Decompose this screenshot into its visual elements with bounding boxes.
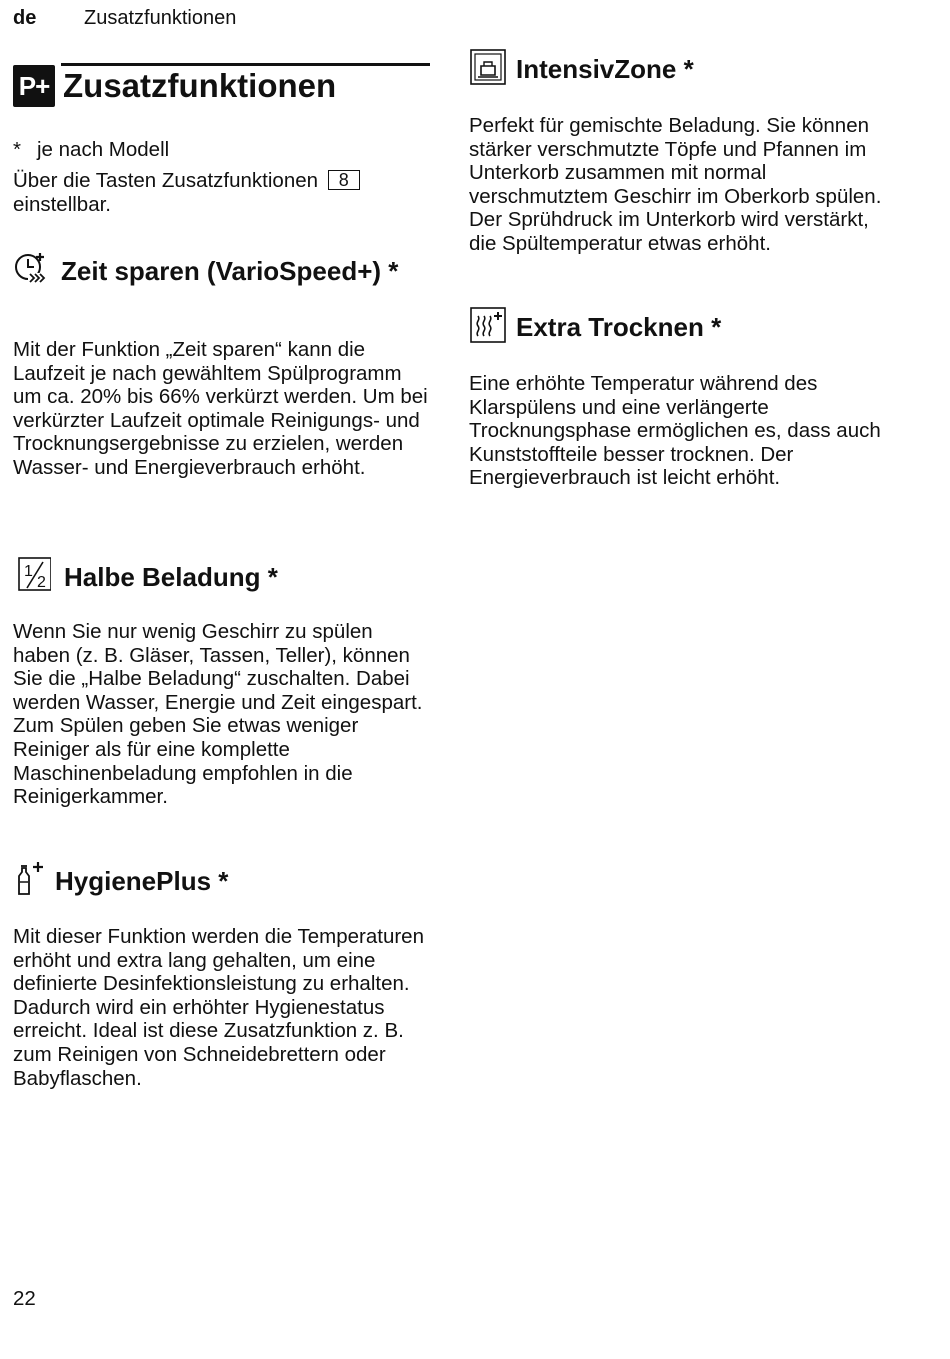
section-zeit-body: Mit der Funktion „Zeit sparen“ kann die Laufzeit je nach gewähltem Spülprogramm um ca. 20% bis 66% verkürzt werden. Um bei verkürzter Laufzeit optimale Reinigungs- und Trocknungsergebnisse zu erzielen, werden Wasser- und Energieverbrauch erhöht. xyxy=(13,338,428,479)
section-trocknen-title: Extra Trocknen * xyxy=(516,312,722,342)
asterisk-note-text: je nach Modell xyxy=(37,138,170,161)
section-intensiv-title: IntensivZone * xyxy=(516,54,694,84)
language-code: de xyxy=(13,7,37,29)
p-plus-badge-icon: P+ xyxy=(13,65,55,107)
section-zeit-heading xyxy=(13,250,433,290)
section-intensiv-body: Perfekt für gemischte Beladung. Sie können stärker verschmutzte Töpfe und Pfannen im Unterkorb zusammen mit normal verschmutztem Geschirr im Oberkorb spülen. Der Sprühdruck im Unterkorb wird verstärkt, die Spültemperatur etwas erhöht. xyxy=(469,114,882,255)
chapter-title: Zusatzfunktionen xyxy=(63,67,337,104)
asterisk-mark: * xyxy=(13,138,21,161)
key-reference-box: 8 xyxy=(328,170,360,190)
section-trocknen-heading xyxy=(469,306,899,346)
tasten-paragraph xyxy=(13,169,433,216)
section-halbe-title: Halbe Beladung * xyxy=(64,562,278,592)
section-halbe-body: Wenn Sie nur wenig Geschirr zu spülen haben (z. B. Gläser, Tassen, Teller), können Sie die „Halbe Beladung“ zuschalten. Dabei werden Wasser, Energie und Zeit eingespart. Zum Spülen geben Sie etwas weniger Reiniger als für eine komplette Maschinenbeladung empfohlen in die Reinigerkammer. xyxy=(13,620,423,809)
page-number: 22 xyxy=(13,1287,36,1310)
section-intensiv-heading xyxy=(469,48,899,88)
half-load-icon xyxy=(13,556,51,596)
section-hygiene-body: Mit dieser Funktion werden die Temperaturen erhöht und extra lang gehalten, um eine definierte Desinfektionsleistung zu erhalten. Dadurch wird ein erhöhter Hygienestatus erreicht. Ideal ist diese Zusatzfunktion z. B. zum Reinigen von Schneidebrettern oder Babyflaschen. xyxy=(13,925,424,1090)
section-hygiene-title: HygienePlus * xyxy=(55,866,229,896)
intensive-zone-icon xyxy=(469,48,507,88)
svg-text:1: 1 xyxy=(24,563,33,580)
clock-speed-plus-icon xyxy=(13,250,51,290)
svg-text:2: 2 xyxy=(37,574,46,591)
heading-rule xyxy=(61,63,430,66)
bottle-plus-icon xyxy=(13,860,51,900)
section-trocknen-body: Eine erhöhte Temperatur während des Klarspülens und eine verlängerte Trocknungsphase ermöglichen es, dass auch Kunststoffteile besser trocknen. Der Energieverbrauch ist leicht erhöht. xyxy=(469,372,881,490)
chapter-heading xyxy=(13,63,430,111)
tasten-text: Über die Tasten Zusatzfunktionen xyxy=(13,169,319,192)
section-hygiene-heading xyxy=(13,860,433,900)
section-halbe-heading xyxy=(13,556,433,596)
asterisk-note xyxy=(13,138,169,162)
extra-dry-icon xyxy=(469,306,507,346)
tasten-text-2: einstellbar. xyxy=(13,192,112,216)
section-zeit-title: Zeit sparen (VarioSpeed+) * xyxy=(61,256,399,286)
running-header-title: Zusatzfunktionen xyxy=(84,7,237,29)
